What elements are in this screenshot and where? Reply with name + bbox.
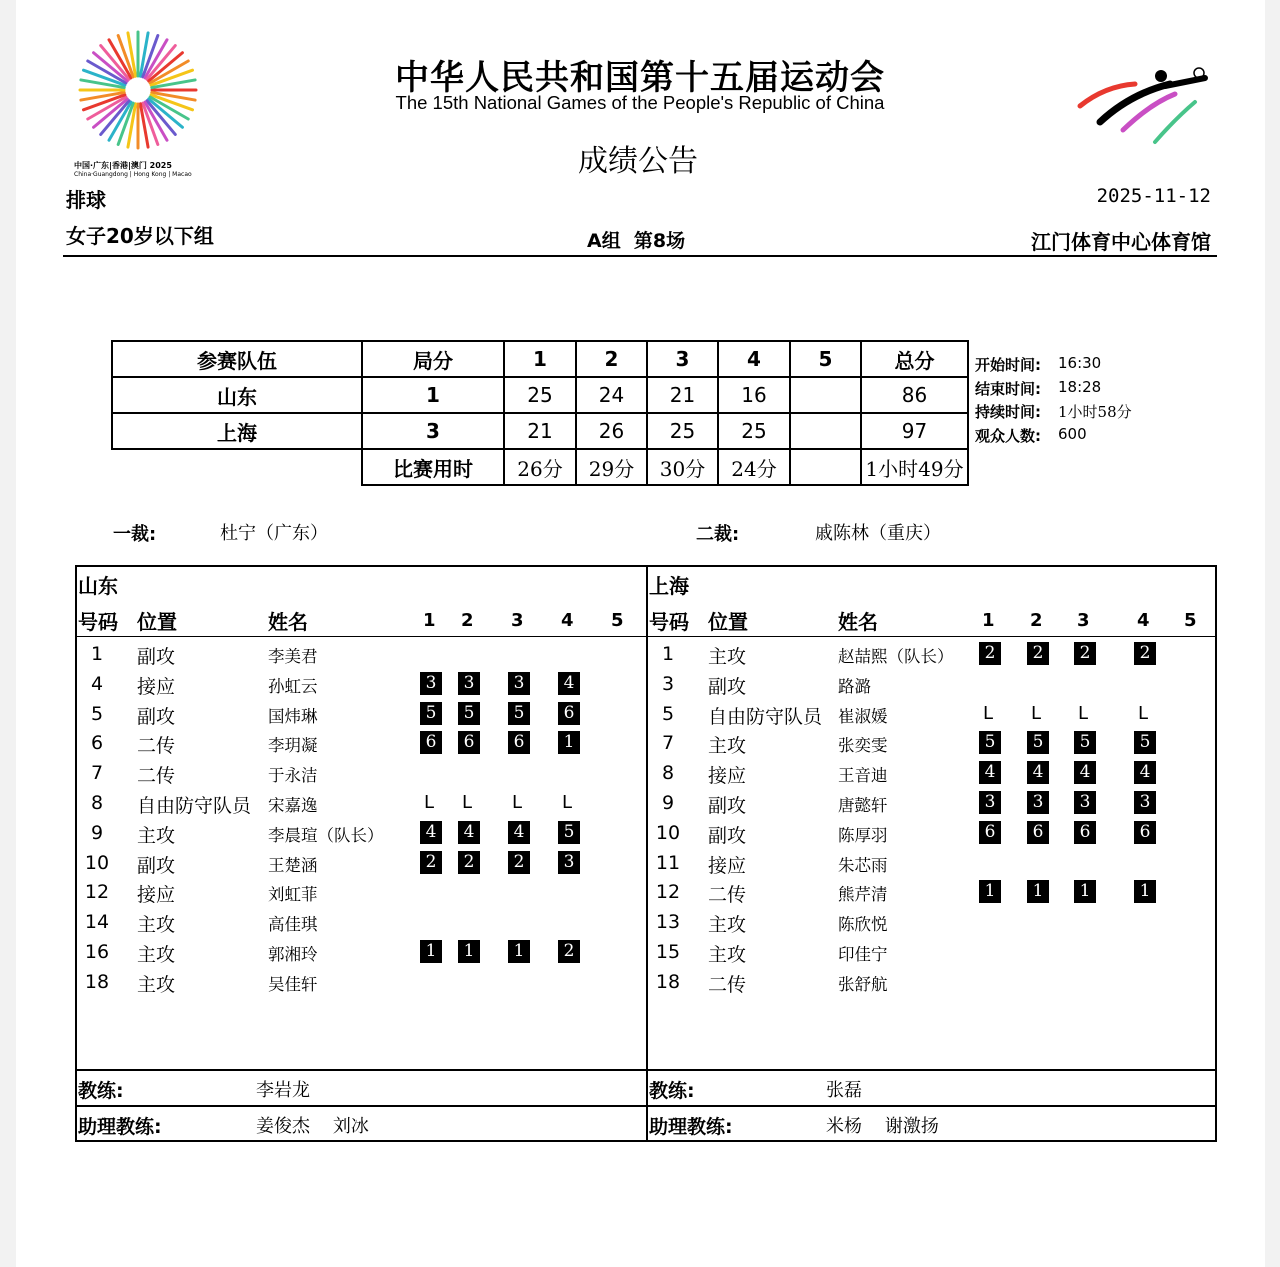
starting-rotation-box: [458, 940, 480, 963]
rotation-position: 6: [979, 821, 1001, 844]
header-divider: [63, 255, 1217, 257]
starting-rotation-box: [508, 702, 530, 725]
player-number: 7: [90, 762, 104, 785]
rotation-position: 5: [458, 702, 480, 725]
header-position: 位置: [137, 610, 177, 634]
header-team: 参赛队伍: [112, 341, 362, 377]
player-position: 二传: [137, 765, 176, 788]
player-number: 8: [661, 762, 675, 785]
player-position: 副攻: [708, 675, 747, 698]
player-name: 李美君: [268, 647, 318, 666]
rotation-position: 4: [1027, 761, 1049, 784]
player-position: 接应: [137, 675, 176, 698]
header-set-1: 1: [423, 610, 436, 631]
player-number: 5: [90, 702, 104, 725]
player-position: 接应: [708, 854, 747, 877]
set-duration: 24分: [718, 449, 790, 485]
rotation-position: 2: [508, 851, 530, 874]
player-name: 张舒航: [838, 974, 888, 994]
rotation-position: 4: [558, 672, 580, 695]
info-value: 600: [1058, 424, 1087, 443]
set-score: 21: [504, 413, 576, 449]
set-score: 25: [504, 377, 576, 413]
coach-label: 教练:: [78, 1080, 124, 1102]
score-header-row: [112, 341, 968, 377]
starting-rotation-box: [1027, 821, 1049, 844]
rotation-position: 4: [979, 761, 1001, 784]
team-name: 山东: [112, 377, 362, 413]
player-number: 1: [90, 643, 104, 665]
player-number: 9: [661, 792, 675, 814]
player-position: 接应: [708, 765, 747, 788]
rotation-position: 1: [1134, 880, 1156, 903]
info-label: 结束时间:: [975, 379, 1041, 398]
starting-rotation-box: [979, 791, 1001, 814]
player-name: 于永洁: [268, 766, 318, 786]
sets-won: 1: [362, 377, 504, 413]
player-name: 宋嘉逸: [268, 796, 318, 815]
rotation-position: 4: [1074, 761, 1096, 784]
category-label: 女子20岁以下组: [66, 224, 214, 248]
set-score: 26: [576, 413, 647, 449]
player-number: 3: [661, 672, 675, 695]
team-name: 上海: [112, 413, 362, 449]
assistant-coaches: 姜俊杰 刘冰: [256, 1116, 369, 1137]
player-position: 主攻: [137, 973, 176, 996]
player-position: 主攻: [708, 914, 747, 937]
player-name: 路潞: [838, 676, 871, 696]
rotation-position: 3: [420, 672, 442, 695]
assistant-coach-label: 助理教练:: [78, 1116, 162, 1138]
header-set-3: 3: [511, 610, 524, 631]
header-set-3: 3: [1077, 610, 1090, 631]
set-score: 24: [576, 377, 647, 413]
header-set-4: 4: [718, 341, 790, 377]
starting-rotation-box: [1074, 761, 1096, 784]
set-duration: 29分: [576, 449, 647, 485]
header-set-2: 2: [576, 341, 647, 377]
starting-rotation-box: [1027, 791, 1049, 814]
coach-name: 李岩龙: [256, 1080, 310, 1101]
player-number: 16: [84, 941, 110, 963]
player-name: 孙虹云: [268, 676, 318, 696]
starting-rotation-box: [558, 731, 580, 754]
rotation-position: 5: [979, 731, 1001, 754]
starting-rotation-box: [1074, 731, 1096, 754]
libero-marker: L: [424, 792, 435, 813]
player-position: 主攻: [137, 944, 176, 966]
player-number: 5: [661, 702, 675, 725]
total-score: 97: [861, 413, 968, 449]
header-sets-won: 局分: [362, 341, 504, 377]
rotation-position: 5: [1134, 731, 1156, 754]
player-name: 王音迪: [838, 766, 888, 786]
roster-assistant-divider: [75, 1105, 1217, 1107]
set-duration: 30分: [647, 449, 718, 485]
player-position: 主攻: [708, 944, 747, 966]
player-position: 二传: [708, 973, 747, 996]
set-score: 25: [647, 413, 718, 449]
starting-rotation-box: [1027, 880, 1049, 903]
rotation-position: 6: [558, 702, 580, 725]
player-name: 刘虹菲: [268, 885, 318, 905]
rotation-position: 5: [508, 702, 530, 725]
libero-marker: L: [462, 792, 473, 813]
starting-rotation-box: [1074, 642, 1096, 665]
rotation-position: 2: [420, 851, 442, 874]
empty-cell: [112, 449, 362, 485]
starting-rotation-box: [1134, 880, 1156, 903]
player-position: 副攻: [137, 646, 176, 668]
starting-rotation-box: [508, 731, 530, 754]
set-score: 16: [718, 377, 790, 413]
starting-rotation-box: [558, 702, 580, 725]
total-score: 86: [861, 377, 968, 413]
player-number: 12: [655, 881, 681, 904]
info-value: 18:28: [1058, 377, 1102, 396]
assistant-coaches: 米杨 谢激扬: [826, 1116, 939, 1137]
coach-name: 张磊: [826, 1080, 862, 1101]
rotation-position: 6: [1074, 821, 1096, 844]
set-duration: 26分: [504, 449, 576, 485]
header-position: 位置: [708, 610, 748, 634]
team-name: 山东: [78, 574, 118, 598]
player-name: 印佳宁: [838, 945, 888, 964]
player-name: 陈厚羽: [838, 825, 888, 845]
player-number: 6: [90, 732, 104, 755]
starting-rotation-box: [420, 702, 442, 725]
starting-rotation-box: [1027, 761, 1049, 784]
player-number: 10: [84, 851, 110, 874]
rotation-position: 3: [508, 672, 530, 695]
player-number: 1: [661, 643, 675, 665]
player-position: 自由防守队员: [137, 795, 252, 817]
player-number: 11: [655, 851, 681, 874]
player-position: 副攻: [708, 795, 747, 817]
rotation-position: 5: [1074, 731, 1096, 754]
rotation-position: 4: [420, 821, 442, 844]
player-number: 18: [84, 970, 110, 993]
header-set-5: 5: [1184, 610, 1197, 631]
rotation-position: 2: [1074, 642, 1096, 665]
info-label: 持续时间:: [975, 403, 1041, 421]
starting-rotation-box: [1027, 731, 1049, 754]
player-name: 李玥凝: [268, 736, 318, 756]
starting-rotation-box: [508, 672, 530, 695]
player-position: 自由防守队员: [708, 705, 823, 728]
starting-rotation-box: [508, 940, 530, 963]
libero-marker: L: [512, 792, 523, 813]
set-score: 25: [718, 413, 790, 449]
player-number: 18: [655, 970, 681, 993]
rotation-position: 1: [1027, 880, 1049, 903]
starting-rotation-box: [508, 821, 530, 844]
player-name: 郭湘玲: [268, 945, 318, 964]
player-name: 张奕雯: [838, 736, 888, 756]
starting-rotation-box: [979, 880, 1001, 903]
starting-rotation-box: [1074, 821, 1096, 844]
rotation-position: 2: [979, 642, 1001, 665]
rotation-position: 3: [558, 851, 580, 874]
player-position: 主攻: [137, 914, 176, 937]
rotation-position: 3: [1027, 791, 1049, 814]
sport-label: 排球: [66, 188, 106, 212]
starting-rotation-box: [979, 731, 1001, 754]
score-row-team-1: [112, 377, 968, 413]
roster-header-divider: [75, 636, 1217, 637]
duration-label: 比赛用时: [362, 449, 504, 485]
player-name: 崔淑媛: [838, 706, 888, 726]
rotation-position: 2: [1027, 642, 1049, 665]
player-number: 8: [90, 792, 104, 814]
header-set-4: 4: [1137, 610, 1150, 631]
player-name: 吴佳轩: [268, 974, 318, 994]
rotation-position: 4: [458, 821, 480, 844]
info-label: 开始时间:: [975, 356, 1041, 374]
assistant-coach-label: 助理教练:: [649, 1116, 733, 1138]
header-number: 号码: [78, 610, 118, 634]
header-set-1: 1: [504, 341, 576, 377]
starting-rotation-box: [1134, 761, 1156, 784]
info-label: 观众人数:: [975, 426, 1041, 445]
starting-rotation-box: [1134, 731, 1156, 754]
rotation-position: 6: [1027, 821, 1049, 844]
player-number: 13: [655, 911, 681, 934]
starting-rotation-box: [458, 702, 480, 725]
header-set-2: 2: [1030, 610, 1043, 631]
info-value: 1小时58分: [1058, 403, 1132, 421]
rotation-position: 1: [508, 940, 530, 963]
starting-rotation-box: [979, 821, 1001, 844]
libero-marker: L: [1138, 702, 1149, 724]
coach-label: 教练:: [649, 1080, 695, 1102]
header-set-4: 4: [561, 610, 574, 631]
player-name: 熊芹清: [838, 885, 888, 905]
rotation-position: 1: [979, 880, 1001, 903]
header-set-5: 5: [611, 610, 624, 631]
set-score: [790, 413, 861, 449]
player-position: 二传: [708, 884, 747, 907]
starting-rotation-box: [420, 940, 442, 963]
starting-rotation-box: [1074, 880, 1096, 903]
rotation-position: 1: [420, 940, 442, 963]
rotation-position: 3: [979, 791, 1001, 814]
starting-rotation-box: [420, 731, 442, 754]
header-name: 姓名: [268, 610, 308, 634]
libero-marker: L: [562, 792, 573, 813]
starting-rotation-box: [458, 821, 480, 844]
second-referee: 戚陈林（重庆）: [815, 523, 941, 544]
team-name: 上海: [649, 574, 689, 598]
player-position: 主攻: [708, 646, 747, 668]
total-duration: 1小时49分: [861, 449, 968, 485]
header-set-3: 3: [647, 341, 718, 377]
player-position: 副攻: [137, 854, 176, 877]
starting-rotation-box: [1134, 791, 1156, 814]
header-total: 总分: [861, 341, 968, 377]
player-number: 10: [655, 821, 681, 844]
libero-marker: L: [983, 702, 994, 724]
logo-text-cn: 中国·广东|香港|澳门 2025: [74, 161, 172, 170]
starting-rotation-box: [458, 672, 480, 695]
header-set-1: 1: [982, 610, 995, 631]
starting-rotation-box: [558, 940, 580, 963]
player-name: 王楚涵: [268, 855, 318, 875]
first-referee: 杜宁（广东）: [220, 523, 328, 544]
header-name: 姓名: [838, 610, 878, 634]
sets-won: 3: [362, 413, 504, 449]
rotation-position: 3: [1134, 791, 1156, 814]
starting-rotation-box: [1074, 791, 1096, 814]
player-position: 二传: [137, 735, 176, 758]
rotation-position: 2: [458, 851, 480, 874]
player-name: 国炜琳: [268, 706, 318, 726]
rotation-position: 4: [508, 821, 530, 844]
second-referee-label: 二裁:: [696, 524, 740, 545]
player-number: 7: [661, 732, 675, 755]
starting-rotation-box: [558, 851, 580, 874]
roster-coach-divider: [75, 1069, 1217, 1071]
starting-rotation-box: [1134, 821, 1156, 844]
set-duration: [790, 449, 861, 485]
rotation-position: 5: [558, 821, 580, 844]
set-score: 21: [647, 377, 718, 413]
rotation-position: 6: [420, 731, 442, 754]
player-position: 主攻: [137, 824, 176, 847]
player-position: 副攻: [708, 824, 747, 847]
starting-rotation-box: [1027, 642, 1049, 665]
rotation-position: 2: [1134, 642, 1156, 665]
player-position: 接应: [137, 884, 176, 907]
player-name: 陈欣悦: [838, 915, 888, 935]
rotation-position: 6: [458, 731, 480, 754]
games-title-cn: 中华人民共和国第十五届运动会: [395, 58, 885, 98]
games-title-en: The 15th National Games of the People's Republic of China: [395, 92, 885, 113]
starting-rotation-box: [558, 821, 580, 844]
document-title: 成绩公告: [578, 144, 698, 179]
score-table: [111, 340, 969, 486]
match-date: 2025-11-12: [1096, 185, 1211, 207]
starting-rotation-box: [558, 672, 580, 695]
rotation-position: 1: [558, 731, 580, 754]
rotation-position: 2: [558, 940, 580, 963]
rotation-position: 5: [420, 702, 442, 725]
starting-rotation-box: [420, 821, 442, 844]
set-score: [790, 377, 861, 413]
header-set-5: 5: [790, 341, 861, 377]
rotation-position: 1: [1074, 880, 1096, 903]
rotation-position: 5: [1027, 731, 1049, 754]
starting-rotation-box: [1134, 642, 1156, 665]
duration-row: [112, 449, 968, 485]
logo-text-en: China·Guangdong | Hong Kong | Macao: [74, 171, 192, 178]
rotation-position: 6: [508, 731, 530, 754]
libero-marker: L: [1031, 702, 1042, 724]
player-number: 15: [655, 941, 681, 963]
rotation-position: 6: [1134, 821, 1156, 844]
first-referee-label: 一裁:: [113, 524, 157, 545]
header-set-2: 2: [461, 610, 474, 631]
player-position: 副攻: [137, 705, 176, 728]
header-number: 号码: [649, 610, 689, 634]
player-position: 主攻: [708, 735, 747, 758]
venue-label: 江门体育中心体育馆: [1031, 230, 1211, 254]
starting-rotation-box: [508, 851, 530, 874]
rotation-position: 3: [1074, 791, 1096, 814]
player-name: 高佳琪: [268, 915, 318, 935]
starting-rotation-box: [458, 851, 480, 874]
starting-rotation-box: [420, 851, 442, 874]
rotation-position: 1: [458, 940, 480, 963]
player-number: 14: [84, 911, 110, 934]
player-name: 赵喆熙（队长）: [838, 647, 954, 666]
starting-rotation-box: [458, 731, 480, 754]
info-value: 16:30: [1058, 354, 1102, 372]
rotation-position: 3: [458, 672, 480, 695]
starting-rotation-box: [420, 672, 442, 695]
player-name: 朱芯雨: [838, 855, 888, 875]
starting-rotation-box: [979, 761, 1001, 784]
match-label: A组 第8场: [587, 230, 686, 252]
rotation-position: 4: [1134, 761, 1156, 784]
libero-marker: L: [1078, 702, 1089, 724]
score-row-team-2: [112, 413, 968, 449]
starting-rotation-box: [979, 642, 1001, 665]
player-name: 唐懿轩: [838, 796, 888, 815]
player-number: 12: [84, 881, 110, 904]
player-number: 4: [90, 672, 104, 695]
player-name: 李晨瑄（队长）: [268, 825, 384, 845]
player-number: 9: [90, 821, 104, 844]
